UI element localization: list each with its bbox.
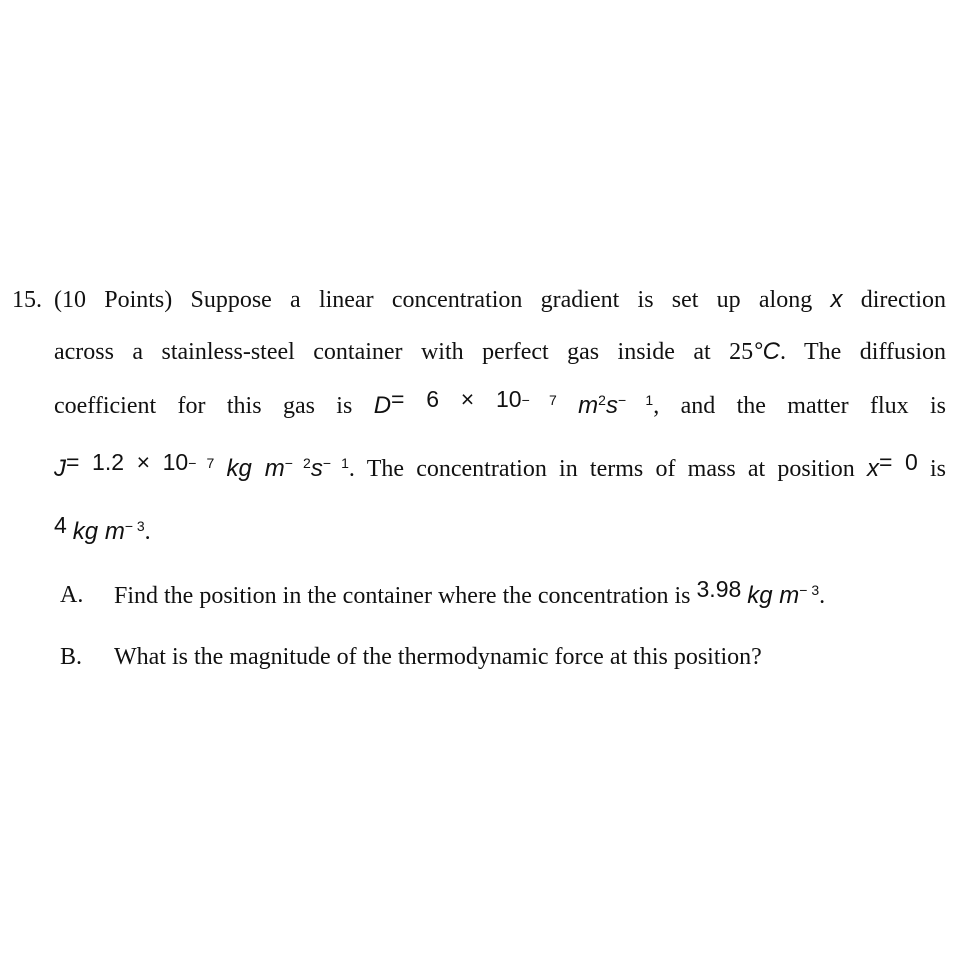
- diffusion-coefficient: [373, 386, 557, 419]
- var-x-position: x: [866, 455, 879, 482]
- position-group: [866, 449, 918, 482]
- variable-x: x: [830, 286, 843, 313]
- line1-text: Suppose a linear concentration gradient is set up along: [190, 287, 813, 313]
- var-D: D: [373, 392, 392, 419]
- line5-end: .: [144, 519, 151, 545]
- flux-unit: kg m: [226, 455, 285, 482]
- part-a-text: [114, 576, 826, 613]
- concentration-value: 4: [54, 512, 67, 538]
- concentration-exponent: − 3: [124, 518, 145, 535]
- part-b-label: B.: [60, 644, 83, 670]
- unit-s: s: [605, 392, 618, 419]
- D-value: = 6 × 10: [391, 386, 522, 412]
- line3-end: , and the matter flux is: [653, 393, 946, 419]
- var-J: J: [54, 455, 66, 482]
- line2-end: . The diffusion: [780, 339, 946, 365]
- line4-end: is: [930, 456, 947, 482]
- problem-line-3: [54, 386, 946, 423]
- flux-unit-group: [227, 456, 855, 482]
- problem-line-4: [54, 449, 947, 486]
- s-exponent: − 1: [617, 392, 654, 409]
- part-a-exponent: − 3: [799, 582, 820, 599]
- line2-text: across a stainless-steel container with perfect gas inside at 25: [54, 339, 754, 365]
- J-value: = 1.2 × 10: [66, 449, 189, 475]
- problem-line-5: [54, 512, 151, 549]
- temperature-unit: °C: [753, 338, 781, 365]
- m-exponent: 2: [598, 392, 606, 409]
- part-a-unit: kg m: [747, 582, 800, 609]
- J-exponent: − 7: [188, 455, 215, 472]
- D-exponent: − 7: [521, 392, 557, 409]
- flux-value-group: [54, 449, 215, 482]
- part-a-value: 3.98: [696, 576, 742, 602]
- line1-end: direction: [860, 287, 946, 313]
- part-b-text: What is the magnitude of the thermodynamic force at this position?: [114, 644, 762, 670]
- problem-line-1: [54, 285, 946, 315]
- problem-number: 15.: [12, 287, 42, 313]
- concentration-unit: kg m: [72, 518, 125, 545]
- line4-mid: . The concentration in terms of mass at position: [348, 456, 855, 482]
- unit-m: m: [578, 392, 599, 419]
- flux-unit-s: s: [310, 455, 323, 482]
- diffusion-unit: [578, 393, 946, 419]
- part-a-end: .: [819, 583, 826, 609]
- points-label: (10 Points): [54, 287, 173, 313]
- flux-s-exponent: − 1: [322, 455, 349, 472]
- part-a-question: Find the position in the container where the concentration is: [114, 583, 691, 609]
- line3-text: coefficient for this gas is: [54, 393, 353, 419]
- x-value: = 0: [878, 449, 918, 475]
- flux-m-exponent: − 2: [284, 455, 311, 472]
- problem-line-2: [54, 337, 946, 367]
- part-a-label: A.: [60, 582, 84, 608]
